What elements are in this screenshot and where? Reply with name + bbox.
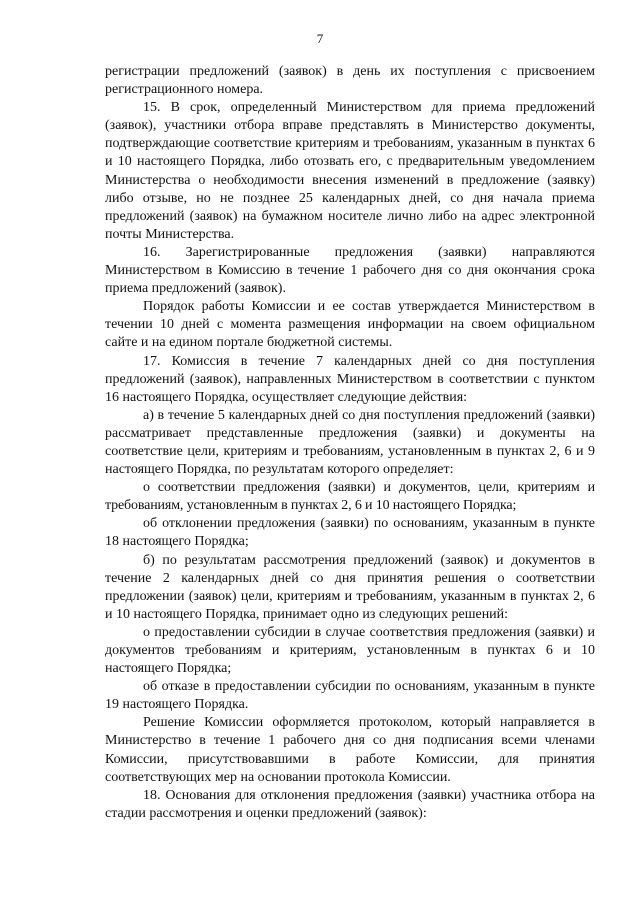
- paragraph-commission-decision: Решение Комиссии оформляется протоколом, который направляется в Министерство в течение 1 рабочего дня со дня подписания всеми членами Комиссии, присутствовавшими в работе Комиссии, для принятия соответствующих мер на основании протокола Комиссии.: [105, 715, 595, 785]
- paragraph-refusal-decision: об отказе в предоставлении субсидии по основаниям, указанным в пункте 19 настоящего Порядка.: [105, 679, 595, 713]
- paragraph-item-16: 16. Зарегистрированные предложения (заявки) направляются Министерством в Комиссию в течение 1 рабочего дня со дня окончания срока приема предложений (заявок).: [105, 244, 595, 297]
- paragraph-item-17: 17. Комиссия в течение 7 календарных дней со дня поступления предложений (заявок), направленных Министерством в соответствии с пунктом 16 настоящего Порядка, осуществляет следующие действия:: [105, 353, 595, 405]
- paragraph-continuation: регистрации предложений (заявок) в день их поступления с присвоением регистрационного номера.: [105, 64, 595, 98]
- paragraph-item-15: 15. В срок, определенный Министерством для приема предложений (заявок), участники отбора вправе представлять в Министерство документы, подтверждающие соответствие критериям и требованиям, указанным в пунктах 6 и 10 настоящего Порядка, либо отозвать его, с предварительным уведомлением Министерства о необходимости внесения изменений в предложение (заявку) либо отзыве, но не позднее 25 календарных дней, со дня начала приема предложений (заявок) на бумажном носителе лично либо на адрес электронной почты Министерства.: [105, 100, 595, 242]
- paragraph-commission-procedure: Порядок работы Комиссии и ее состав утверждается Министерством в течении 10 дней с момента размещения информации на своем официальном сайте и на едином портале бюджетной системы.: [105, 299, 595, 351]
- paragraph-grant-decision: о предоставлении субсидии в случае соответствия предложения (заявки) и документов требованиям и критериям, установленным в пунктах 6 и 10 настоящего Порядка;: [105, 624, 595, 677]
- paragraph-subitem-b: б) по результатам рассмотрения предложений (заявок) и документов в течение 2 календарных дней со дня принятия решения о соответствии предложении (заявок) цели, критериям и требованиям, указанным в пунктах 2, 6 и 10 настоящего Порядка, принимает одно из следующих решений:: [105, 552, 595, 622]
- paragraph-rejection: об отклонении предложения (заявки) по основаниям, указанным в пункте 18 настоящего Порядка;: [105, 516, 595, 550]
- page-number: 7: [316, 31, 324, 46]
- paragraph-compliance: о соответствии предложения (заявки) и документов, цели, критериям и требованиям, установленным в пунктах 2, 6 и 10 настоящего Порядка;: [105, 480, 595, 514]
- document-body: [105, 63, 595, 823]
- paragraph-subitem-a: а) в течение 5 календарных дней со дня поступления предложений (заявки) рассматривает представленные предложения (заявки) и документы на соответствие цели, критериям и требованиям, установленным в пунктах 2, 6 и 9 настоящего Порядка, по результатам которого определяет:: [105, 407, 595, 478]
- paragraph-item-18: 18. Основания для отклонения предложения (заявки) участника отбора на стадии рассмотрения и оценки предложений (заявок):: [105, 787, 595, 821]
